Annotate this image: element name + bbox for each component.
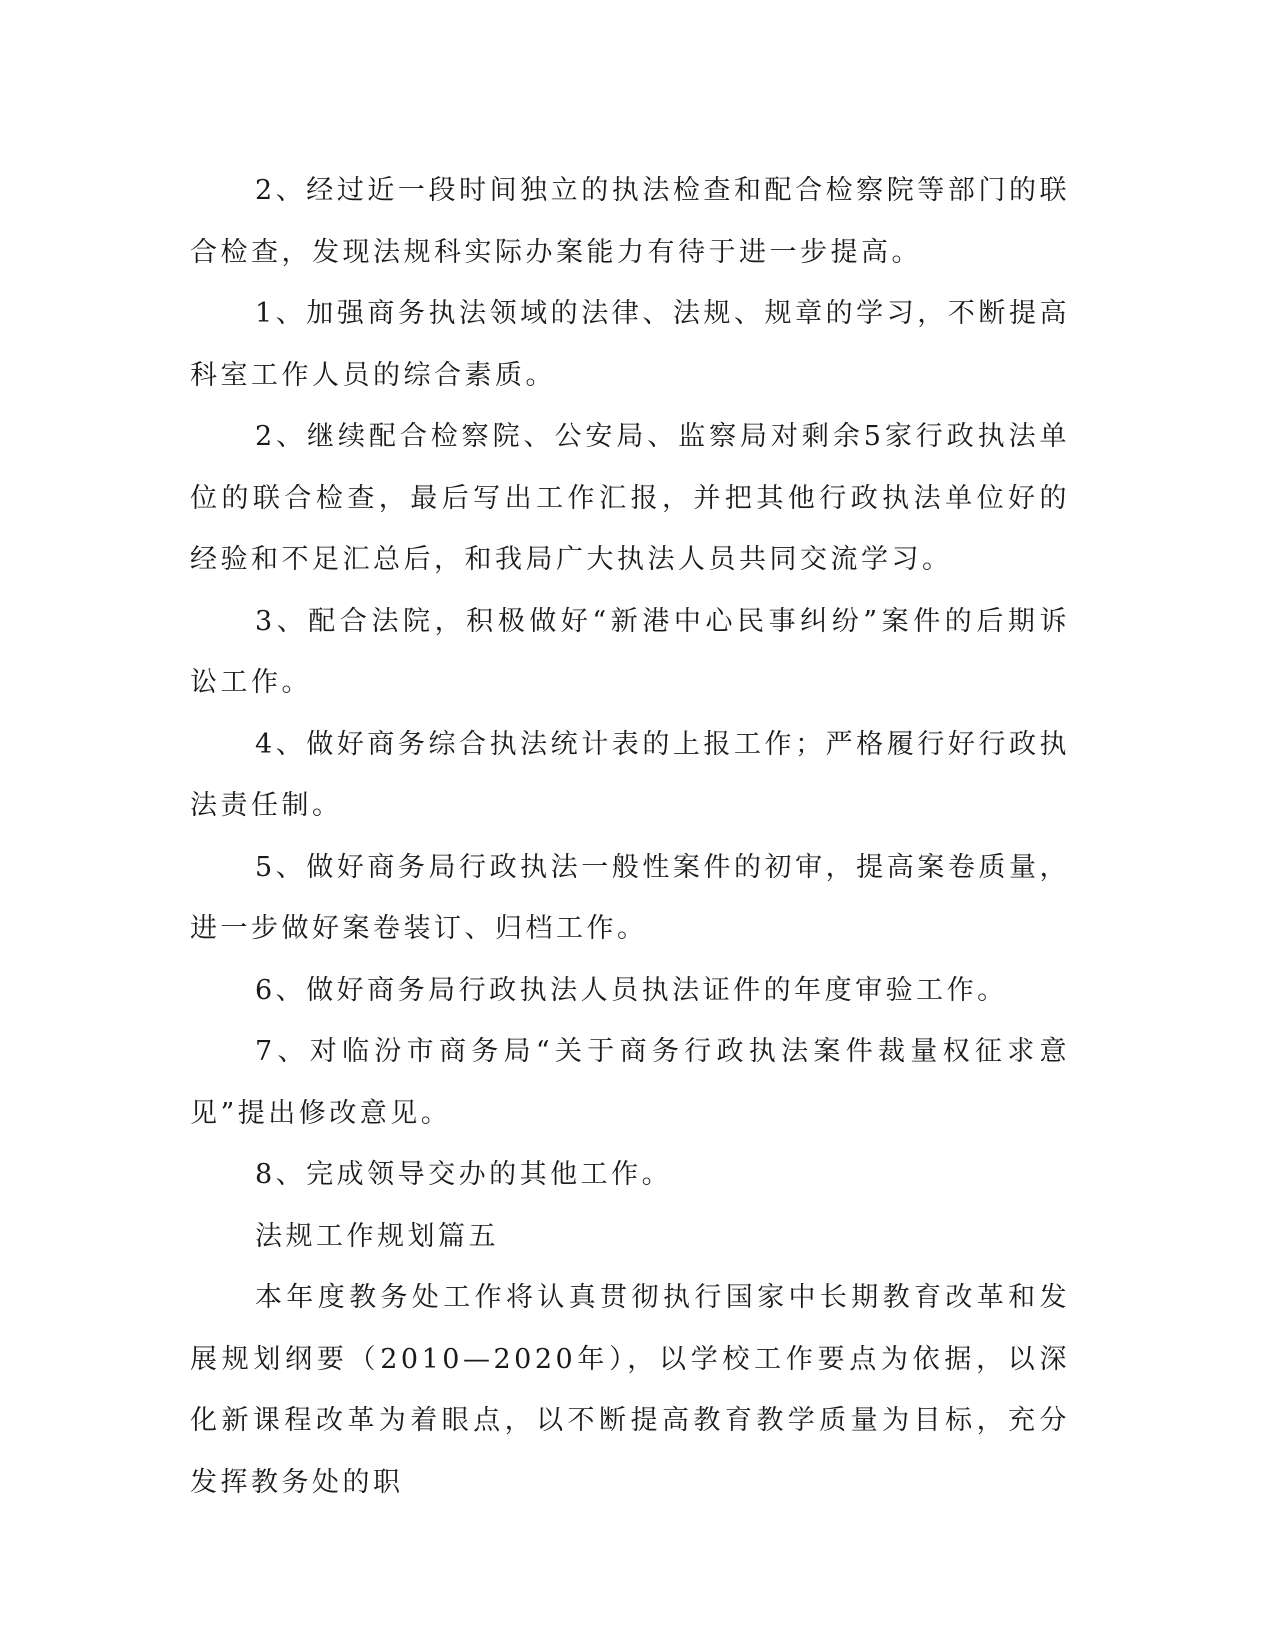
paragraph-plan-item-7: 7、对临汾市商务局“关于商务行政执法案件裁量权征求意见”提出修改意见。 bbox=[190, 1036, 1070, 1129]
section-heading: 法规工作规划篇五 bbox=[255, 1220, 499, 1252]
paragraph-plan-item-4: 4、做好商务综合执法统计表的上报工作；严格履行好行政执法责任制。 bbox=[190, 728, 1070, 821]
paragraph-plan-item-5: 5、做好商务局行政执法一般性案件的初审，提高案卷质量，进一步做好案卷装订、归档工作。 bbox=[190, 851, 1070, 944]
paragraph-plan-item-6: 6、做好商务局行政执法人员执法证件的年度审验工作。 bbox=[255, 974, 1008, 1006]
document-body bbox=[190, 160, 1070, 1513]
paragraph-section-intro: 本年度教务处工作将认真贯彻执行国家中长期教育改革和发展规划纲要（2010—2020年），以学校工作要点为依据，以深化新课程改革为着眼点，以不断提高教育教学质量为目标，充分发挥教务处的职 bbox=[190, 1282, 1070, 1498]
paragraph-plan-item-8: 8、完成领导交办的其他工作。 bbox=[255, 1159, 673, 1190]
paragraph-inspection-findings: 2、经过近一段时间独立的执法检查和配合检察院等部门的联合检查，发现法规科实际办案能力有待于进一步提高。 bbox=[190, 175, 1070, 268]
paragraph-plan-item-1: 1、加强商务执法领域的法律、法规、规章的学习，不断提高科室工作人员的综合素质。 bbox=[190, 298, 1070, 391]
paragraph-plan-item-3: 3、配合法院，积极做好“新港中心民事纠纷”案件的后期诉讼工作。 bbox=[190, 605, 1070, 698]
paragraph-plan-item-2: 2、继续配合检察院、公安局、监察局对剩余5家行政执法单位的联合检查，最后写出工作汇报，并把其他行政执法单位好的经验和不足汇总后，和我局广大执法人员共同交流学习。 bbox=[190, 421, 1070, 575]
